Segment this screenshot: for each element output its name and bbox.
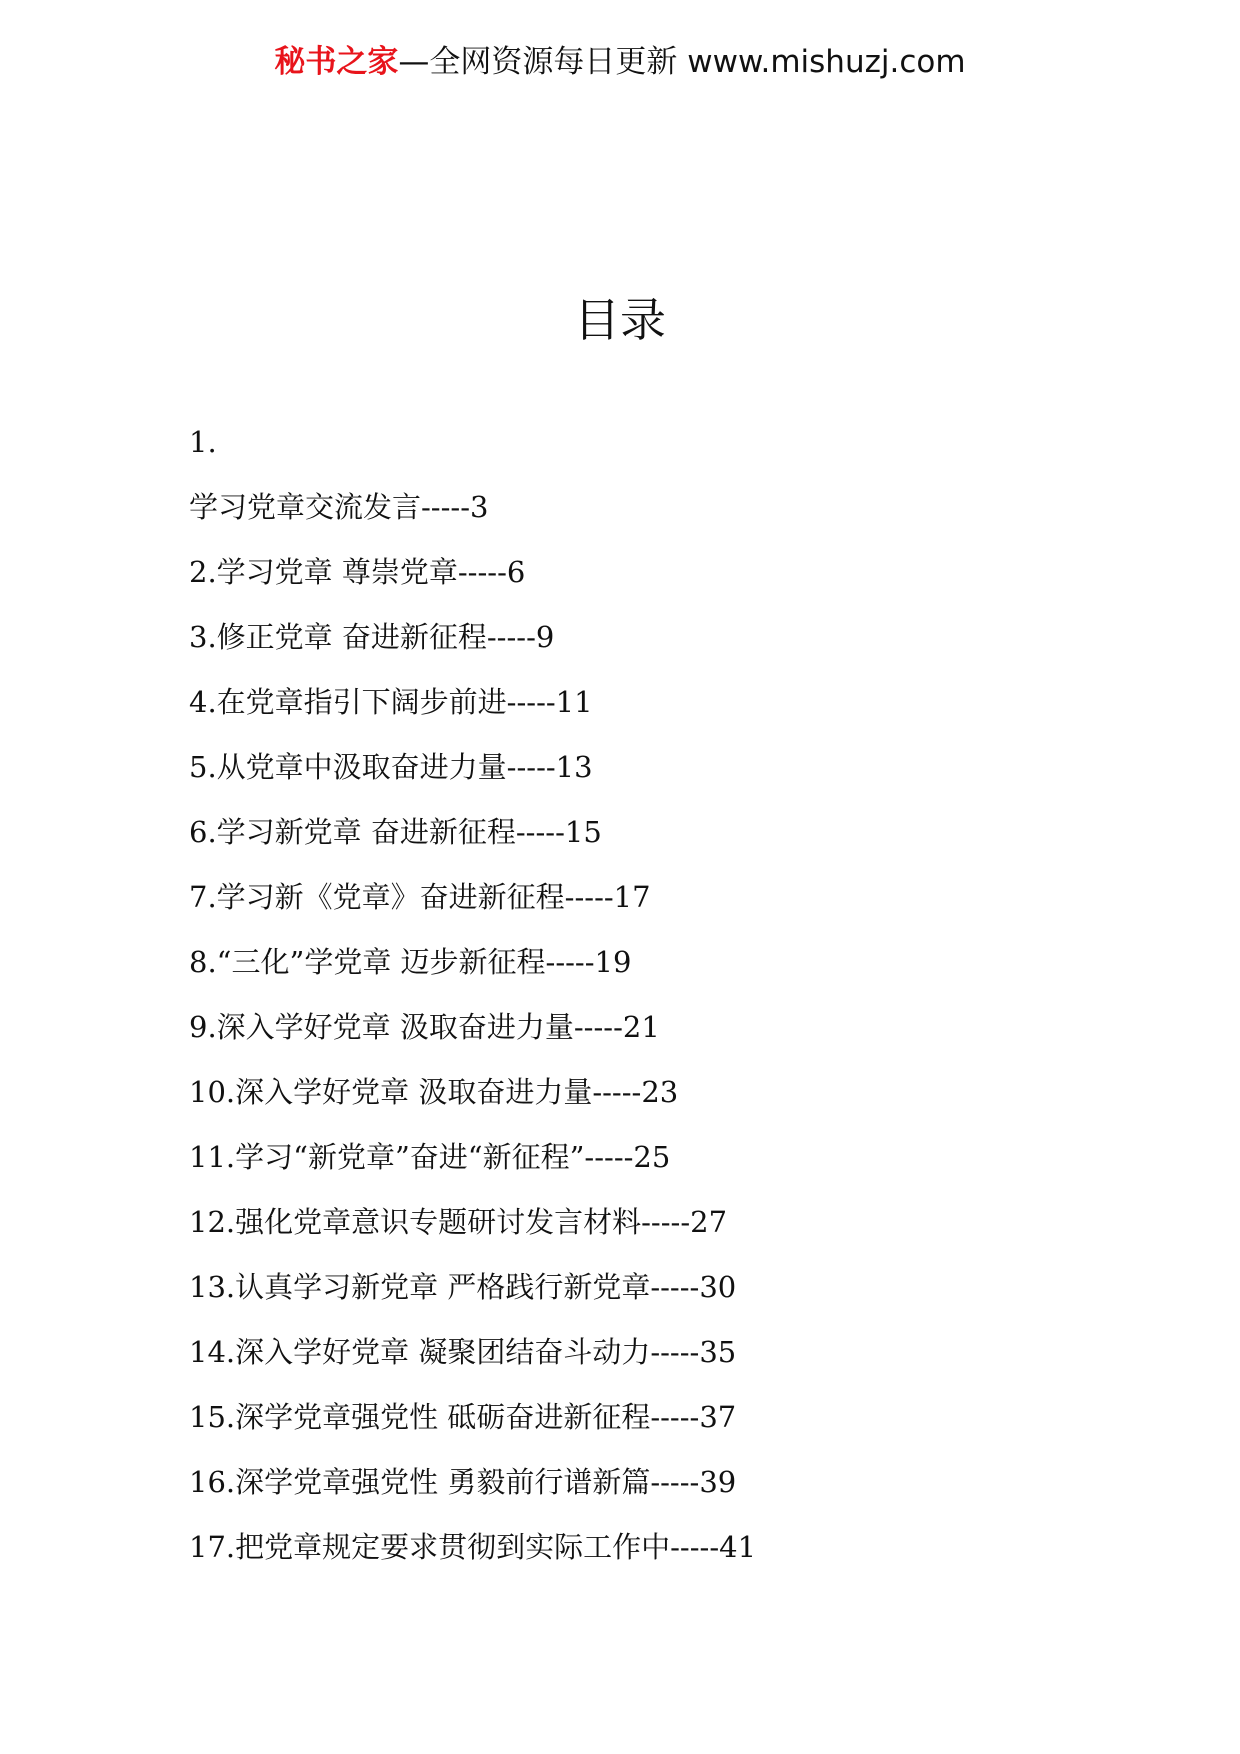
toc-entry-9[interactable]: 9.深入学好党章 汲取奋进力量-----21 — [189, 1010, 660, 1044]
toc-entry-4[interactable]: 4.在党章指引下阔步前进-----11 — [189, 685, 593, 719]
header-tagline: —全网资源每日更新 www.mishuzj.com — [398, 44, 966, 80]
page-header — [0, 42, 1240, 82]
toc-entry-1[interactable]: 学习党章交流发言-----3 — [189, 490, 489, 524]
toc-entry-8[interactable]: 8.“三化”学党章 迈步新征程-----19 — [189, 945, 632, 979]
toc-entry-7[interactable]: 7.学习新《党章》奋进新征程-----17 — [189, 880, 651, 914]
toc-entry-10[interactable]: 10.深入学好党章 汲取奋进力量-----23 — [189, 1075, 679, 1109]
toc-entry-14[interactable]: 14.深入学好党章 凝聚团结奋斗动力-----35 — [189, 1335, 737, 1369]
toc-entry-3[interactable]: 3.修正党章 奋进新征程-----9 — [189, 620, 555, 654]
toc-entry-11[interactable]: 11.学习“新党章”奋进“新征程”-----25 — [189, 1140, 671, 1174]
toc-entry-16[interactable]: 16.深学党章强党性 勇毅前行谱新篇-----39 — [189, 1465, 737, 1499]
toc-entry-15[interactable]: 15.深学党章强党性 砥砺奋进新征程-----37 — [189, 1400, 737, 1434]
table-of-contents — [189, 410, 756, 1580]
toc-number-1[interactable]: 1. — [189, 425, 217, 459]
toc-entry-13[interactable]: 13.认真学习新党章 严格践行新党章-----30 — [189, 1270, 737, 1304]
toc-entry-12[interactable]: 12.强化党章意识专题研讨发言材料-----27 — [189, 1205, 728, 1239]
page-title: 目录 — [574, 293, 666, 347]
brand-name: 秘书之家 — [274, 44, 399, 80]
toc-entry-6[interactable]: 6.学习新党章 奋进新征程-----15 — [189, 815, 602, 849]
toc-entry-17[interactable]: 17.把党章规定要求贯彻到实际工作中-----41 — [189, 1530, 757, 1564]
toc-entry-2[interactable]: 2.学习党章 尊崇党章-----6 — [189, 555, 526, 589]
toc-entry-5[interactable]: 5.从党章中汲取奋进力量-----13 — [189, 750, 593, 784]
